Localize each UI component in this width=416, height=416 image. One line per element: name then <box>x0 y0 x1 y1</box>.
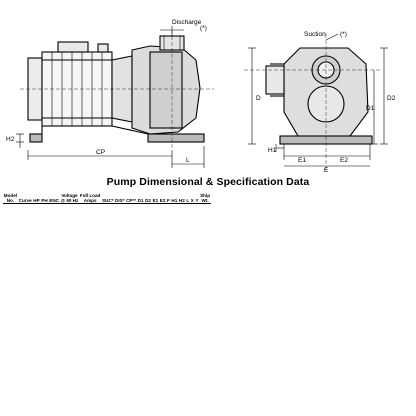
column-header-hp <box>33 193 41 204</box>
end-view <box>200 25 396 174</box>
column-header-text: F <box>167 198 170 203</box>
dim-label-l: L <box>186 157 190 164</box>
column-header-text: HP <box>33 198 40 203</box>
column-header-text: Full Load <box>79 193 101 198</box>
column-header-text: Wt. <box>201 198 209 203</box>
dim-label-h2: H2 <box>6 136 15 143</box>
column-header-text: Y <box>195 198 199 203</box>
column-header-text: ENC <box>49 198 59 203</box>
dim-label-d2: D2 <box>387 95 396 102</box>
column-header-suc <box>101 193 114 204</box>
suction-label: Suction <box>304 31 326 38</box>
column-header-text: Model <box>3 193 18 198</box>
column-header-text: DIS* <box>115 198 125 203</box>
dim-label-e1: E1 <box>298 157 306 164</box>
column-header-text: H2 <box>178 198 185 203</box>
column-header-model <box>3 193 18 204</box>
column-header-text: PH <box>41 198 48 203</box>
column-header-text: H1 <box>171 198 178 203</box>
column-header-d1 <box>137 193 144 204</box>
column-header-text: L <box>186 198 190 203</box>
dim-label-e2: E2 <box>340 157 348 164</box>
column-header-text: Voltage <box>61 193 78 198</box>
column-header-ship <box>199 193 211 204</box>
column-header-e1 <box>152 193 159 204</box>
column-header-text: @ 60 Hz <box>60 198 79 203</box>
column-header-text: Curve <box>18 198 32 203</box>
column-header-cp <box>125 193 137 204</box>
column-header-text: E2 <box>159 198 166 203</box>
column-header-text: Ship <box>200 193 211 198</box>
dim-label-d1: D1 <box>366 105 375 112</box>
spec-table <box>3 193 211 204</box>
column-header-text: SUC* <box>101 198 114 203</box>
column-header-text: E1 <box>152 198 159 203</box>
spec-table-header <box>3 193 211 204</box>
discharge-label: Discharge <box>172 19 202 26</box>
dim-label-h1: H1 <box>268 147 277 154</box>
column-header-text: CP** <box>126 198 137 203</box>
pump-outline-drawing <box>0 0 416 176</box>
dim-label-d: D <box>256 95 261 102</box>
dim-label-e: E <box>324 167 329 174</box>
column-header-text: Amps <box>83 198 97 203</box>
dim-label-cp: CP <box>96 149 106 156</box>
discharge-marker: (*) <box>200 25 207 32</box>
column-header-ph <box>40 193 48 204</box>
column-header-text: D2 <box>145 198 151 203</box>
suction-marker: (*) <box>340 31 347 38</box>
junction-box <box>58 42 88 52</box>
column-header-text: No. <box>6 198 15 203</box>
page-title: Pump Dimensional & Specification Data <box>106 176 310 188</box>
column-header-e2 <box>159 193 166 204</box>
column-header-text: D1 <box>137 198 144 203</box>
column-header-enc <box>48 193 59 204</box>
column-header-fla <box>79 193 101 204</box>
side-view <box>6 19 214 168</box>
base-foot <box>30 134 42 142</box>
column-header-voltage <box>60 193 79 204</box>
header-row <box>3 193 211 204</box>
column-header-h1 <box>171 193 178 204</box>
column-header-text: X <box>190 198 194 203</box>
column-header-dis <box>114 193 125 204</box>
column-header-curve <box>18 193 33 204</box>
column-header-h2 <box>178 193 185 204</box>
column-header-d2 <box>144 193 151 204</box>
